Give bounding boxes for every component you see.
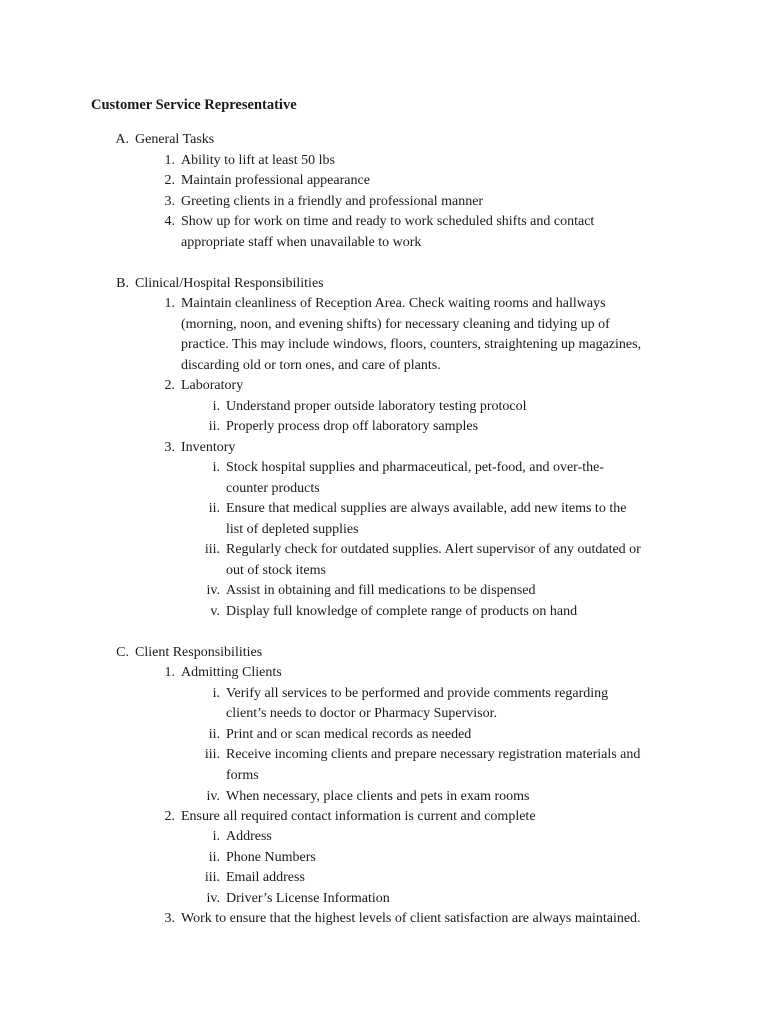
sublist-item-text: Receive incoming clients and prepare necessary registration materials and bbox=[226, 747, 641, 762]
sublist-item-text: Display full knowledge of complete range of products on hand bbox=[226, 604, 578, 619]
sublist-item-marker: ii. bbox=[208, 727, 220, 742]
sublist-item-marker: iii. bbox=[204, 870, 220, 885]
sublist-item-marker: i. bbox=[212, 686, 220, 701]
sublist-item-marker: ii. bbox=[208, 850, 220, 865]
list-item-text: discarding old or torn ones, and care of plants. bbox=[181, 358, 441, 373]
sublist-item-text: Verify all services to be performed and provide comments regarding bbox=[226, 686, 609, 701]
section-b-marker: B. bbox=[116, 276, 129, 291]
sublist-item-marker: i. bbox=[212, 460, 220, 475]
list-item-marker: 3. bbox=[164, 911, 175, 926]
section-c-marker: C. bbox=[116, 645, 129, 660]
sublist-item-text: client’s needs to doctor or Pharmacy Supervisor. bbox=[226, 706, 497, 721]
sublist-item-text: Properly process drop off laboratory samples bbox=[226, 419, 479, 434]
list-item-text: Maintain professional appearance bbox=[181, 173, 370, 188]
list-item-text: Admitting Clients bbox=[181, 665, 282, 680]
list-item-marker: 1. bbox=[164, 296, 175, 311]
sublist-item-text: list of depleted supplies bbox=[226, 522, 359, 537]
sublist-item-marker: ii. bbox=[208, 501, 220, 516]
list-item-text: Laboratory bbox=[181, 378, 244, 393]
list-item-text: (morning, noon, and evening shifts) for necessary cleaning and tidying up of bbox=[181, 317, 610, 332]
section-b-heading: Clinical/Hospital Responsibilities bbox=[135, 276, 324, 291]
list-item-marker: 2. bbox=[164, 378, 175, 393]
list-item-text: practice. This may include windows, floors, counters, straightening up magazines, bbox=[181, 337, 642, 352]
list-item-marker: 2. bbox=[164, 173, 175, 188]
sublist-item-text: Assist in obtaining and fill medications to be dispensed bbox=[226, 583, 536, 598]
sublist-item-marker: iii. bbox=[204, 747, 220, 762]
list-item-text: Inventory bbox=[181, 440, 236, 455]
sublist-item-marker: iv. bbox=[206, 789, 220, 804]
list-item-marker: 3. bbox=[164, 194, 175, 209]
list-item-marker: 1. bbox=[164, 665, 175, 680]
list-item-marker: 2. bbox=[164, 809, 175, 824]
sublist-item-marker: i. bbox=[212, 829, 220, 844]
section-a-heading: General Tasks bbox=[135, 132, 215, 147]
list-item-marker: 3. bbox=[164, 440, 175, 455]
sublist-item-text: Regularly check for outdated supplies. Alert supervisor of any outdated or bbox=[226, 542, 641, 557]
list-item-text: Show up for work on time and ready to work scheduled shifts and contact bbox=[181, 214, 595, 229]
sublist-item-marker: v. bbox=[210, 604, 220, 619]
sublist-item-marker: iv. bbox=[206, 583, 220, 598]
list-item-marker: 1. bbox=[164, 153, 175, 168]
list-item-text: Greeting clients in a friendly and professional manner bbox=[181, 194, 484, 209]
section-a-marker: A. bbox=[115, 132, 129, 147]
sublist-item-text: Stock hospital supplies and pharmaceutical, pet-food, and over-the- bbox=[226, 460, 604, 475]
sublist-item-marker: i. bbox=[212, 399, 220, 414]
sublist-item-text: When necessary, place clients and pets in exam rooms bbox=[226, 789, 530, 804]
section-c-heading: Client Responsibilities bbox=[135, 645, 263, 660]
list-item-text: Ensure all required contact information is current and complete bbox=[181, 809, 536, 824]
list-item-text: appropriate staff when unavailable to work bbox=[181, 235, 422, 250]
sublist-item-text: Email address bbox=[226, 870, 305, 885]
list-item-text: Ability to lift at least 50 lbs bbox=[181, 153, 335, 168]
sublist-item-text: counter products bbox=[226, 481, 320, 496]
sublist-item-text: Driver’s License Information bbox=[226, 891, 390, 906]
page-title: Customer Service Representative bbox=[91, 97, 297, 113]
sublist-item-text: out of stock items bbox=[226, 563, 326, 578]
list-item-text: Work to ensure that the highest levels of client satisfaction are always maintained. bbox=[181, 911, 641, 926]
sublist-item-text: Print and or scan medical records as needed bbox=[226, 727, 472, 742]
sublist-item-text: forms bbox=[226, 768, 259, 783]
sublist-item-marker: iii. bbox=[204, 542, 220, 557]
sublist-item-text: Phone Numbers bbox=[226, 850, 316, 865]
sublist-item-marker: ii. bbox=[208, 419, 220, 434]
sublist-item-marker: iv. bbox=[206, 891, 220, 906]
sublist-item-text: Understand proper outside laboratory testing protocol bbox=[226, 399, 527, 414]
sublist-item-text: Ensure that medical supplies are always available, add new items to the bbox=[226, 501, 627, 516]
list-item-marker: 4. bbox=[164, 214, 175, 229]
list-item-text: Maintain cleanliness of Reception Area. Check waiting rooms and hallways bbox=[181, 296, 606, 311]
sublist-item-text: Address bbox=[226, 829, 272, 844]
